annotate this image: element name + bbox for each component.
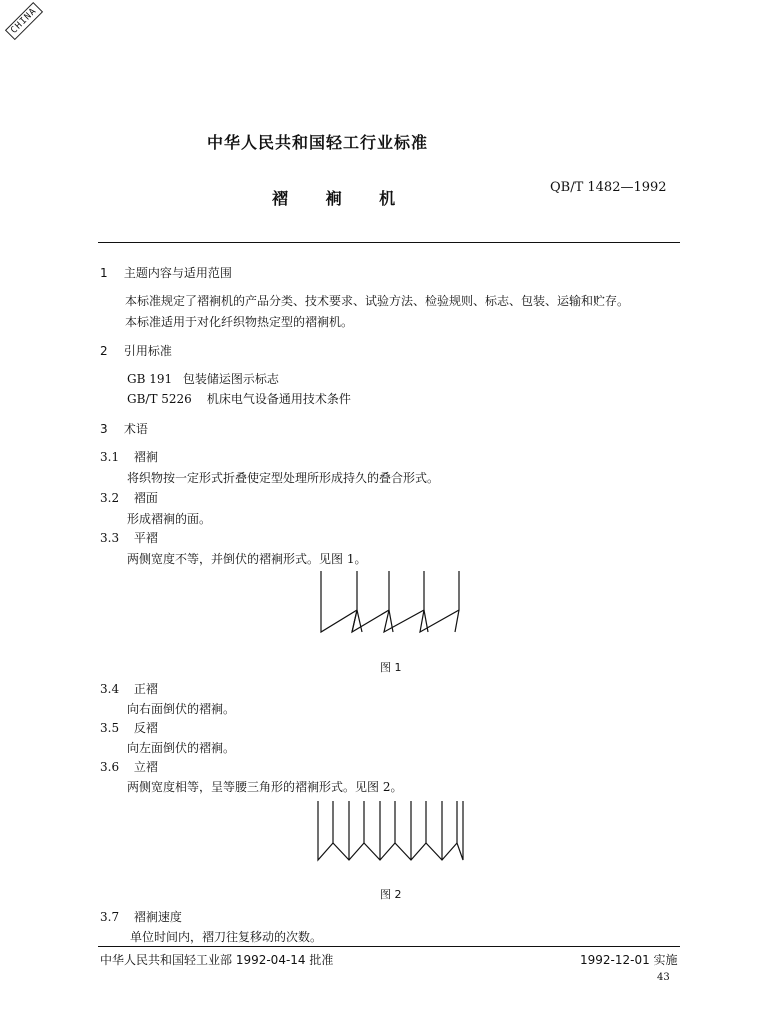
paragraph: 向右面倒伏的褶裥。 [127, 702, 236, 716]
subsection-number: 3.5 [100, 721, 120, 735]
subsection-3-1-heading [100, 448, 158, 465]
subsection-3-7-heading [100, 908, 182, 925]
subsection-title: 褶裥 [133, 450, 158, 464]
subsection-title: 褶面 [133, 491, 158, 505]
paragraph: 两侧宽度不等，并倒伏的褶裥形式。见图 1。 [127, 552, 367, 566]
subsection-3-2-heading [100, 489, 158, 506]
section-2-heading [100, 342, 172, 359]
section-1-heading [100, 264, 232, 281]
subsection-title: 正褶 [133, 682, 158, 696]
page-number: 43 [657, 972, 670, 983]
document-title: 褶 裥 机 [272, 189, 412, 208]
china-stamp: CHINA [5, 2, 43, 40]
subsection-title: 反褶 [133, 721, 158, 735]
paragraph: 将织物按一定形式折叠使定型处理所形成持久的叠合形式。 [127, 471, 440, 485]
figure-2-caption: 图 2 [380, 888, 402, 901]
reference-text: 包装储运图示标志 [182, 372, 279, 386]
section-title: 引用标准 [123, 344, 172, 358]
subsection-number: 3.7 [100, 910, 120, 924]
section-3-heading [100, 420, 148, 437]
subsection-number: 3.4 [100, 682, 120, 696]
subsection-number: 3.2 [100, 491, 120, 505]
section-number: 2 [100, 344, 108, 358]
reference-2 [127, 390, 351, 407]
section-number: 3 [100, 422, 108, 436]
paragraph: 形成褶裥的面。 [127, 512, 212, 526]
subsection-title: 褶裥速度 [133, 910, 182, 924]
subsection-3-5-heading [100, 719, 158, 736]
standard-title: 中华人民共和国轻工行业标准 [207, 133, 429, 152]
section-title: 术语 [123, 422, 148, 436]
approval-statement: 中华人民共和国轻工业部 1992-04-14 批准 [100, 953, 334, 967]
section-title: 主题内容与适用范围 [123, 266, 232, 280]
reference-code: GB/T 5226 [127, 392, 192, 406]
reference-text: 机床电气设备通用技术条件 [206, 392, 351, 406]
effective-date: 1992-12-01 实施 [580, 953, 678, 967]
reference-code: GB 191 [127, 372, 173, 386]
subsection-3-3-heading [100, 529, 158, 546]
subsection-title: 立褶 [133, 760, 158, 774]
section-number: 1 [100, 266, 108, 280]
paragraph: 本标准规定了褶裥机的产品分类、技术要求、试验方法、检验规则、标志、包装、运输和贮存。 [125, 294, 630, 308]
document-code: QB/T 1482—1992 [550, 180, 667, 195]
paragraph: 单位时间内，褶刀往复移动的次数。 [130, 930, 323, 944]
figure-1-caption: 图 1 [380, 661, 402, 674]
paragraph: 本标准适用于对化纤织物热定型的褶裥机。 [125, 315, 354, 329]
subsection-number: 3.1 [100, 450, 120, 464]
subsection-number: 3.6 [100, 760, 120, 774]
paragraph: 两侧宽度相等，呈等腰三角形的褶裥形式。见图 2。 [127, 780, 403, 794]
header-rule [98, 242, 680, 243]
subsection-number: 3.3 [100, 531, 120, 545]
footer-rule [98, 946, 680, 947]
subsection-3-6-heading [100, 758, 158, 775]
paragraph: 向左面倒伏的褶裥。 [127, 741, 236, 755]
reference-1 [127, 370, 279, 387]
subsection-3-4-heading [100, 680, 158, 697]
subsection-title: 平褶 [133, 531, 158, 545]
